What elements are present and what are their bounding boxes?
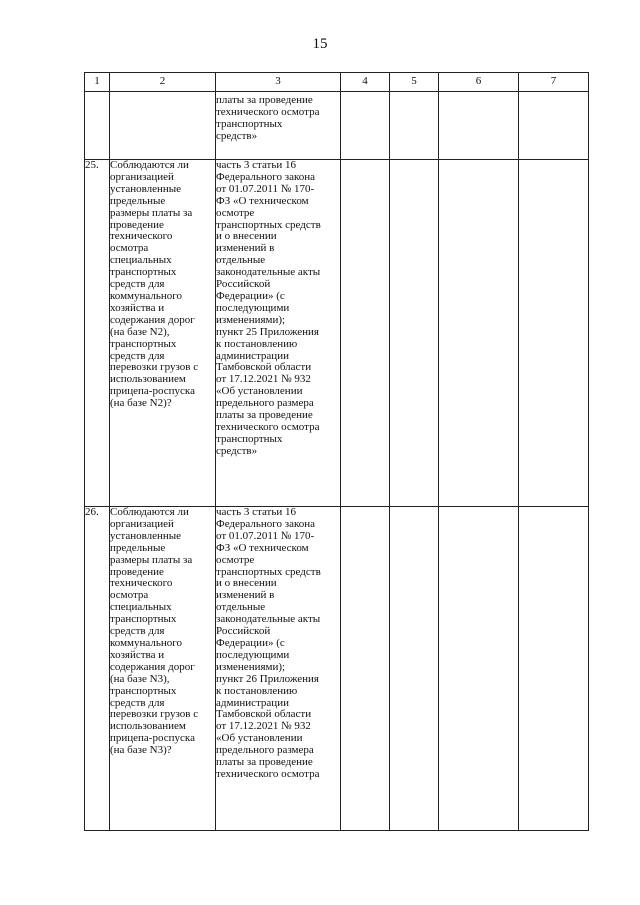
header-cell: 3	[216, 73, 341, 92]
header-row	[85, 73, 589, 92]
legal-reference: часть 3 статьи 16 Федерального закона от 01.07.2011 № 170- ФЗ «О техническом осмотре транспортных средств и о внесении изменений в отдельные законодательные акты Российской Федерации» (с последующими изменениями); пункт 26 Приложения к постановлению администрации Тамбовской области от 17.12.2021 № 932 «Об установлении предельного размера платы за проведение технического осмотра	[216, 507, 341, 831]
empty-cell	[439, 92, 519, 160]
header-cell: 1	[85, 73, 110, 92]
legal-reference: часть 3 статьи 16 Федерального закона от 01.07.2011 № 170- ФЗ «О техническом осмотре транспортных средств и о внесении изменений в отдельные законодательные акты Российской Федерации» (с последующими изменениями); пункт 25 Приложения к постановлению администрации Тамбовской области от 17.12.2021 № 932 «Об установлении предельного размера платы за проведение технического осмотра транспортных средств»	[216, 160, 341, 507]
continuation-row	[85, 92, 589, 160]
header-cell: 6	[439, 73, 519, 92]
question-text: Соблюдаются ли организацией установленные предельные размеры платы за проведение технического осмотра специальных транспортных средств для коммунального хозяйства и содержания дорог (на базе N3), транспортных средств для перевозки грузов с использованием прицепа-роспуска (на базе N3)?	[110, 507, 216, 831]
empty-cell	[341, 92, 390, 160]
empty-cell	[519, 92, 589, 160]
header-cell: 4	[341, 73, 390, 92]
empty-cell	[519, 507, 589, 831]
empty-cell	[390, 160, 439, 507]
empty-cell	[110, 92, 216, 160]
empty-cell	[341, 160, 390, 507]
empty-cell	[85, 92, 110, 160]
empty-cell	[439, 507, 519, 831]
header-cell: 5	[390, 73, 439, 92]
checklist-table	[84, 72, 589, 831]
row-number: 26.	[85, 507, 110, 831]
continuation-reference: платы за проведение технического осмотра транспортных средств»	[216, 92, 341, 160]
table-row	[85, 507, 589, 831]
header-cell: 2	[110, 73, 216, 92]
page-number: 15	[312, 36, 328, 52]
question-text: Соблюдаются ли организацией установленные предельные размеры платы за проведение технического осмотра специальных транспортных средств для коммунального хозяйства и содержания дорог (на базе N2), транспортных средств для перевозки грузов с использованием прицепа-роспуска (на базе N2)?	[110, 160, 216, 507]
table-row	[85, 160, 589, 507]
empty-cell	[390, 507, 439, 831]
empty-cell	[439, 160, 519, 507]
empty-cell	[519, 160, 589, 507]
row-number: 25.	[85, 160, 110, 507]
empty-cell	[341, 507, 390, 831]
header-cell: 7	[519, 73, 589, 92]
empty-cell	[390, 92, 439, 160]
